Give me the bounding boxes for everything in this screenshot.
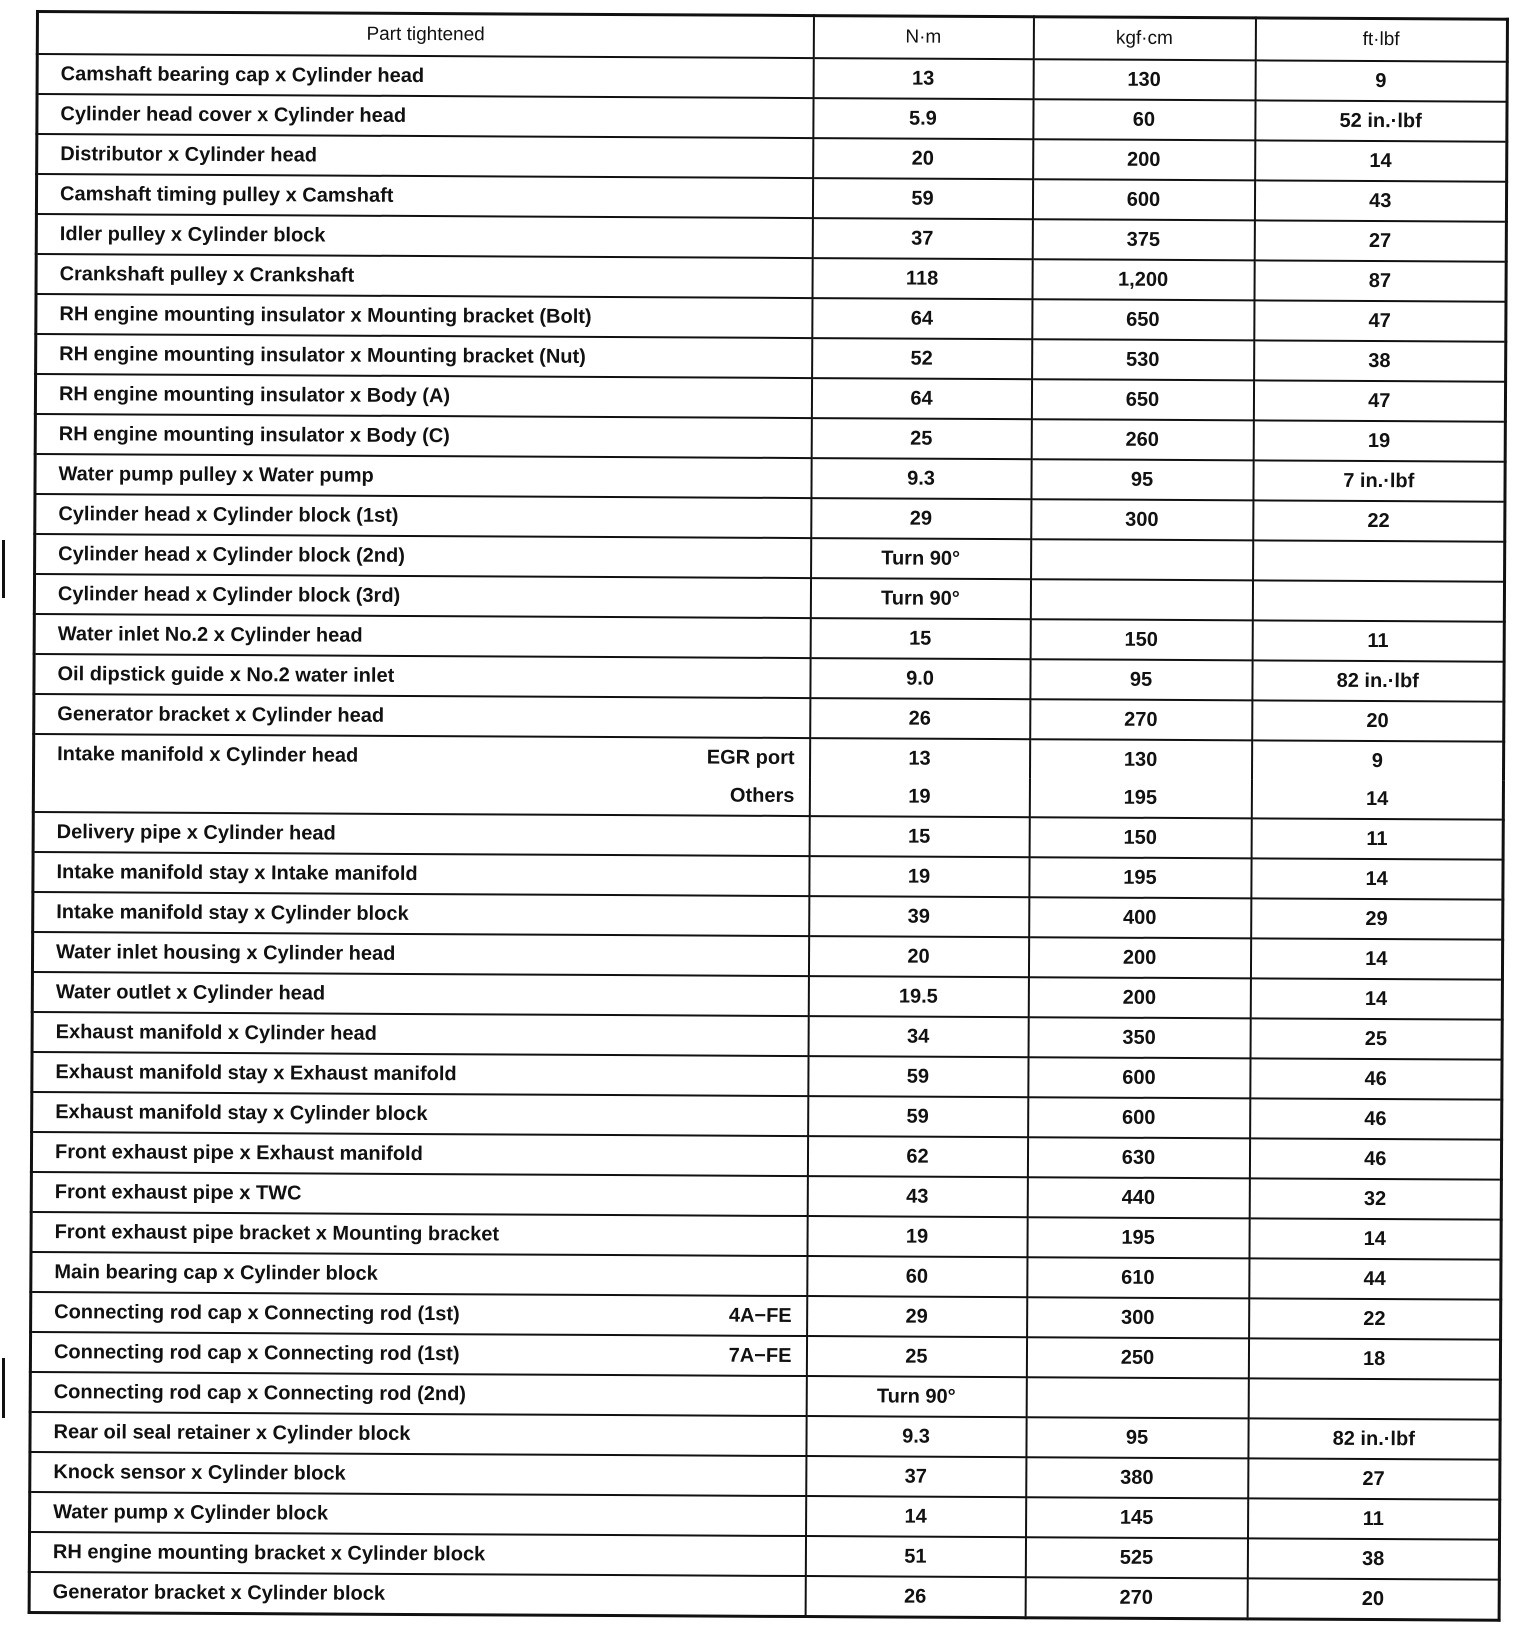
ft-lbf-value-cell: 20: [1247, 1578, 1499, 1620]
part-name: Generator bracket x Cylinder head: [57, 702, 385, 727]
part-tightened-cell: [35, 454, 811, 498]
nm-value-cell: 64: [812, 298, 1032, 339]
part-name: Cylinder head x Cylinder block (3rd): [57, 582, 401, 607]
kgf-cm-value-cell: 300: [1031, 499, 1253, 540]
nm-value-cell: 25: [811, 418, 1031, 459]
nm-value-cell: 5.9: [813, 98, 1033, 139]
part-name: Connecting rod cap x Connecting rod (1st): [53, 1340, 460, 1365]
part-name: Knock sensor x Cylinder block: [53, 1460, 346, 1485]
part-tightened-cell: [30, 1332, 806, 1376]
header-ft-lbf: ft·lbf: [1255, 18, 1507, 62]
part-name: Intake manifold stay x Intake manifold: [56, 860, 418, 885]
part-name: Water pump x Cylinder block: [53, 1500, 329, 1525]
nm-value-cell: 37: [812, 218, 1032, 259]
part-tightened-cell: [31, 1172, 807, 1216]
kgf-cm-value-cell: 650: [1031, 379, 1253, 420]
kgf-cm-value-cell: 150: [1029, 817, 1251, 858]
part-name: Exhaust manifold stay x Cylinder block: [55, 1100, 428, 1125]
nm-value-cell: 52: [812, 338, 1032, 379]
part-name: Front exhaust pipe x Exhaust manifold: [54, 1140, 423, 1165]
kgf-cm-value-cell: 250: [1026, 1337, 1248, 1378]
nm-value-cell: 59: [812, 178, 1032, 219]
part-tightened-cell: [34, 654, 810, 698]
part-tightened-cell: [30, 1372, 806, 1416]
nm-value-cell: 60: [807, 1256, 1027, 1297]
part-name: Cylinder head x Cylinder block (1st): [58, 502, 399, 527]
kgf-cm-value-cell: [1030, 579, 1252, 620]
nm-value-cell: 20: [808, 936, 1028, 977]
part-tightened-cell: [37, 134, 813, 178]
kgf-cm-value-cell: 380: [1026, 1457, 1248, 1498]
part-qualifier: 4A−FE: [728, 1304, 792, 1327]
nm-value-cell: 118: [812, 258, 1032, 299]
torque-table-body: [29, 54, 1507, 1620]
nm-value-cell: 9.0: [810, 658, 1030, 699]
nm-value-cell: 43: [807, 1176, 1027, 1217]
ft-lbf-value-cell: 47: [1254, 300, 1506, 341]
part-tightened-cell: [33, 892, 809, 936]
header-part-tightened: Part tightened: [37, 12, 813, 59]
nm-value-cell: Turn 90°: [806, 1376, 1026, 1417]
part-qualifier: Others: [729, 784, 795, 807]
kgf-cm-value-cell: 400: [1029, 897, 1251, 938]
ft-lbf-value-cell: [1252, 580, 1504, 621]
part-tightened-cell: [35, 374, 811, 418]
nm-value-cell: 26: [810, 698, 1030, 739]
kgf-cm-value-cell: 150: [1030, 619, 1252, 660]
torque-spec-page: [28, 10, 1506, 1638]
part-name: RH engine mounting insulator x Body (C): [58, 422, 450, 447]
nm-value-cell: 13: [809, 738, 1029, 778]
part-name: Distributor x Cylinder head: [60, 142, 318, 166]
part-tightened-cell: [34, 734, 810, 777]
ft-lbf-value-cell: 38: [1254, 340, 1506, 381]
ft-lbf-value-cell: 7 in.·lbf: [1253, 460, 1505, 501]
ft-lbf-value-cell: 14: [1251, 779, 1503, 819]
part-name: Rear oil seal retainer x Cylinder block: [53, 1420, 411, 1445]
nm-value-cell: 59: [808, 1096, 1028, 1137]
part-name: Front exhaust pipe bracket x Mounting bracket: [54, 1220, 500, 1245]
part-name: RH engine mounting insulator x Mounting bracket (Bolt): [59, 302, 592, 328]
kgf-cm-value-cell: 600: [1032, 179, 1254, 220]
kgf-cm-value-cell: 145: [1026, 1497, 1248, 1538]
kgf-cm-value-cell: 95: [1026, 1417, 1248, 1458]
part-name: Water inlet No.2 x Cylinder head: [57, 622, 363, 647]
part-tightened-cell: [29, 1572, 805, 1617]
part-tightened-cell: [32, 1092, 808, 1136]
part-tightened-cell: [31, 1132, 807, 1176]
ft-lbf-value-cell: 14: [1251, 858, 1503, 899]
part-tightened-cell: [31, 1212, 807, 1256]
kgf-cm-value-cell: 95: [1031, 459, 1253, 500]
ft-lbf-value-cell: 44: [1249, 1258, 1501, 1299]
part-name: Water outlet x Cylinder head: [55, 980, 326, 1005]
ft-lbf-value-cell: 82 in.·lbf: [1248, 1418, 1500, 1459]
nm-value-cell: 15: [809, 816, 1029, 857]
part-name: RH engine mounting insulator x Body (A): [58, 382, 451, 407]
nm-value-cell: 64: [811, 378, 1031, 419]
ft-lbf-value-cell: 14: [1250, 938, 1502, 979]
kgf-cm-value-cell: 195: [1029, 857, 1251, 898]
part-tightened-cell: [32, 932, 808, 976]
ft-lbf-value-cell: 46: [1250, 1098, 1502, 1139]
ft-lbf-value-cell: 19: [1253, 420, 1505, 461]
kgf-cm-value-cell: 200: [1028, 977, 1250, 1018]
nm-value-cell: 19: [807, 1216, 1027, 1257]
kgf-cm-value-cell: 95: [1030, 659, 1252, 700]
nm-value-cell: 20: [813, 138, 1033, 179]
kgf-cm-value-cell: [1031, 539, 1253, 580]
part-name: RH engine mounting insulator x Mounting bracket (Nut): [59, 342, 586, 368]
kgf-cm-value-cell: 130: [1029, 739, 1251, 779]
part-name: Connecting rod cap x Connecting rod (1st): [54, 1300, 460, 1325]
kgf-cm-value-cell: 600: [1028, 1097, 1250, 1138]
nm-value-cell: 19: [809, 777, 1029, 817]
kgf-cm-value-cell: 630: [1027, 1137, 1249, 1178]
ft-lbf-value-cell: 87: [1254, 260, 1506, 301]
part-name: Exhaust manifold x Cylinder head: [55, 1020, 377, 1045]
part-name: Water pump pulley x Water pump: [58, 462, 374, 487]
margin-mark-lower: [2, 1358, 5, 1418]
nm-value-cell: 15: [810, 618, 1030, 659]
nm-value-cell: Turn 90°: [810, 578, 1030, 619]
kgf-cm-value-cell: [1026, 1377, 1248, 1418]
kgf-cm-value-cell: 300: [1027, 1297, 1249, 1338]
ft-lbf-value-cell: 29: [1251, 898, 1503, 939]
table-row: [29, 1572, 1499, 1620]
margin-mark-upper: [2, 540, 5, 598]
part-tightened-cell: [36, 334, 812, 378]
kgf-cm-value-cell: 130: [1033, 59, 1255, 100]
nm-value-cell: 34: [808, 1016, 1028, 1057]
part-tightened-cell: [33, 773, 809, 816]
part-name: Main bearing cap x Cylinder block: [54, 1260, 378, 1285]
ft-lbf-value-cell: 82 in.·lbf: [1252, 660, 1504, 701]
ft-lbf-value-cell: 32: [1249, 1178, 1501, 1219]
nm-value-cell: 13: [813, 58, 1033, 99]
nm-value-cell: 19.5: [808, 976, 1028, 1017]
part-tightened-cell: [36, 214, 812, 258]
ft-lbf-value-cell: 52 in.·lbf: [1255, 100, 1507, 141]
part-name: Oil dipstick guide x No.2 water inlet: [57, 662, 395, 687]
header-nm: N·m: [813, 16, 1033, 60]
kgf-cm-value-cell: 530: [1032, 339, 1254, 380]
part-tightened-cell: [31, 1292, 807, 1336]
part-tightened-cell: [37, 94, 813, 138]
part-name: Cylinder head x Cylinder block (2nd): [58, 542, 405, 567]
ft-lbf-value-cell: [1248, 1378, 1500, 1419]
part-tightened-cell: [36, 174, 812, 218]
part-tightened-cell: [32, 1052, 808, 1096]
part-name: RH engine mounting bracket x Cylinder block: [52, 1540, 486, 1565]
part-tightened-cell: [35, 414, 811, 458]
nm-value-cell: 9.3: [806, 1416, 1026, 1457]
part-name: Camshaft timing pulley x Camshaft: [59, 182, 394, 207]
kgf-cm-value-cell: 650: [1032, 299, 1254, 340]
ft-lbf-value-cell: 22: [1253, 500, 1505, 541]
part-qualifier: 7A−FE: [728, 1344, 792, 1367]
part-tightened-cell: [35, 534, 811, 578]
kgf-cm-value-cell: 270: [1030, 699, 1252, 740]
ft-lbf-value-cell: 22: [1249, 1298, 1501, 1339]
ft-lbf-value-cell: 9: [1255, 60, 1507, 101]
part-name: Camshaft bearing cap x Cylinder head: [60, 62, 425, 87]
part-name: Intake manifold x Cylinder head: [57, 742, 359, 767]
part-tightened-cell: [33, 812, 809, 856]
torque-spec-table: [28, 10, 1509, 1622]
nm-value-cell: 39: [809, 896, 1029, 937]
kgf-cm-value-cell: 610: [1027, 1257, 1249, 1298]
kgf-cm-value-cell: 375: [1032, 219, 1254, 260]
part-tightened-cell: [35, 494, 811, 538]
part-name: Generator bracket x Cylinder block: [52, 1580, 386, 1605]
kgf-cm-value-cell: 525: [1025, 1537, 1247, 1578]
ft-lbf-value-cell: 18: [1248, 1338, 1500, 1379]
kgf-cm-value-cell: 200: [1033, 139, 1255, 180]
part-name: Connecting rod cap x Connecting rod (2nd): [53, 1380, 467, 1405]
ft-lbf-value-cell: 11: [1252, 620, 1504, 661]
kgf-cm-value-cell: 200: [1028, 937, 1250, 978]
ft-lbf-value-cell: 20: [1252, 700, 1504, 741]
ft-lbf-value-cell: 27: [1248, 1458, 1500, 1499]
nm-value-cell: 9.3: [811, 458, 1031, 499]
ft-lbf-value-cell: 14: [1249, 1218, 1501, 1259]
part-name: Idler pulley x Cylinder block: [59, 222, 326, 247]
kgf-cm-value-cell: 350: [1028, 1017, 1250, 1058]
ft-lbf-value-cell: 27: [1254, 220, 1506, 261]
kgf-cm-value-cell: 1,200: [1032, 259, 1254, 300]
nm-value-cell: 62: [807, 1136, 1027, 1177]
part-tightened-cell: [36, 254, 812, 298]
part-tightened-cell: [34, 694, 810, 738]
part-name: Delivery pipe x Cylinder head: [56, 820, 336, 845]
part-name: Exhaust manifold stay x Exhaust manifold: [55, 1060, 457, 1085]
ft-lbf-value-cell: 46: [1249, 1138, 1501, 1179]
part-tightened-cell: [34, 574, 810, 618]
part-name: Front exhaust pipe x TWC: [54, 1180, 302, 1204]
part-name: Intake manifold stay x Cylinder block: [56, 900, 409, 925]
nm-value-cell: 25: [806, 1336, 1026, 1377]
kgf-cm-value-cell: 60: [1033, 99, 1255, 140]
part-tightened-cell: [32, 1012, 808, 1056]
kgf-cm-value-cell: 260: [1031, 419, 1253, 460]
part-tightened-cell: [30, 1492, 806, 1536]
part-tightened-cell: [30, 1412, 806, 1456]
ft-lbf-value-cell: 14: [1250, 978, 1502, 1019]
kgf-cm-value-cell: 195: [1027, 1217, 1249, 1258]
part-name: Cylinder head cover x Cylinder head: [60, 102, 407, 127]
kgf-cm-value-cell: 440: [1027, 1177, 1249, 1218]
part-tightened-cell: [34, 614, 810, 658]
nm-value-cell: Turn 90°: [811, 538, 1031, 579]
nm-value-cell: 29: [811, 498, 1031, 539]
nm-value-cell: 37: [806, 1456, 1026, 1497]
part-tightened-cell: [30, 1452, 806, 1496]
nm-value-cell: 14: [806, 1496, 1026, 1537]
nm-value-cell: 51: [805, 1536, 1025, 1577]
ft-lbf-value-cell: 46: [1250, 1058, 1502, 1099]
kgf-cm-value-cell: 195: [1029, 778, 1251, 818]
part-qualifier: EGR port: [706, 746, 795, 769]
part-tightened-cell: [37, 54, 813, 98]
part-name: Crankshaft pulley x Crankshaft: [59, 262, 355, 287]
ft-lbf-value-cell: 11: [1251, 818, 1503, 859]
nm-value-cell: 19: [809, 856, 1029, 897]
part-tightened-cell: [36, 294, 812, 338]
ft-lbf-value-cell: [1253, 540, 1505, 581]
nm-value-cell: 26: [805, 1576, 1025, 1618]
part-tightened-cell: [31, 1252, 807, 1296]
nm-value-cell: 29: [807, 1296, 1027, 1337]
ft-lbf-value-cell: 25: [1250, 1018, 1502, 1059]
ft-lbf-value-cell: 47: [1253, 380, 1505, 421]
kgf-cm-value-cell: 600: [1028, 1057, 1250, 1098]
ft-lbf-value-cell: 38: [1247, 1538, 1499, 1579]
part-tightened-cell: [33, 852, 809, 896]
ft-lbf-value-cell: 9: [1251, 740, 1503, 780]
ft-lbf-value-cell: 43: [1254, 180, 1506, 221]
header-kgf-cm: kgf·cm: [1033, 17, 1255, 61]
kgf-cm-value-cell: 270: [1025, 1577, 1247, 1619]
ft-lbf-value-cell: 11: [1248, 1498, 1500, 1539]
ft-lbf-value-cell: 14: [1255, 140, 1507, 181]
part-tightened-cell: [32, 972, 808, 1016]
nm-value-cell: 59: [808, 1056, 1028, 1097]
part-tightened-cell: [29, 1532, 805, 1576]
part-name: Water inlet housing x Cylinder head: [56, 940, 396, 965]
